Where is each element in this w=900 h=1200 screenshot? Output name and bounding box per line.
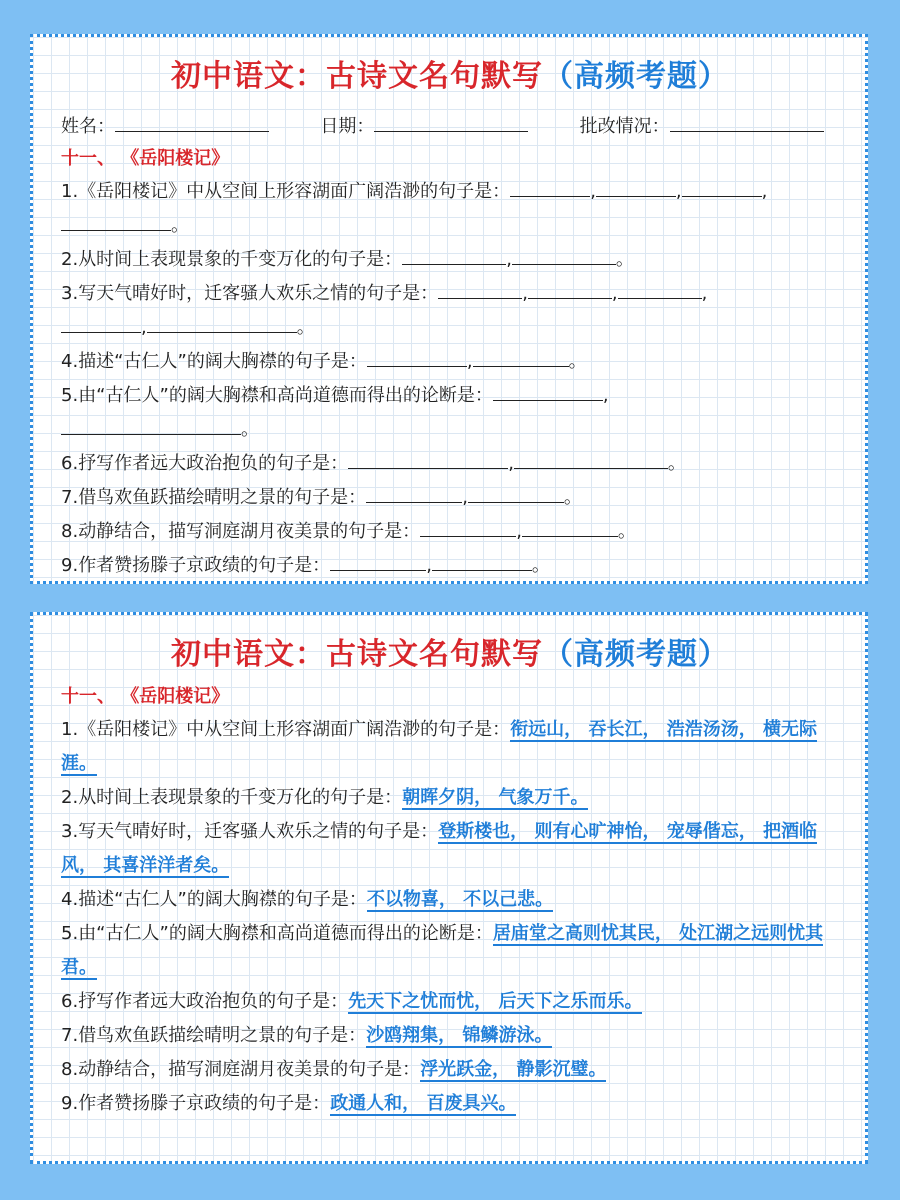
- question-6: 6.抒写作者远大政治抱负的句子是： , 。: [61, 447, 839, 481]
- worksheet-card: [30, 34, 868, 584]
- section-heading: 十一、 《岳阳楼记》: [61, 686, 230, 707]
- answer-blank[interactable]: [366, 484, 462, 503]
- question-3: 3.写天气晴好时，迁客骚人欢乐之情的句子是： , , , , 。: [61, 277, 839, 345]
- answer-item-6: 6.抒写作者远大政治抱负的句子是：先天下之忧而忧， 后天下之乐而乐。: [61, 991, 643, 1012]
- answer-blank[interactable]: [432, 552, 532, 571]
- answer-item-5: 5.由“古仁人”的阔大胸襟和高尚道德而得出的论断是：居庙堂之高则忧其民， 处江湖之远则忧其君。: [61, 923, 824, 978]
- answer-item-7: 7.借鸟欢鱼跃描绘晴明之景的句子是：沙鸥翔集， 锦鳞游泳。: [61, 1025, 553, 1046]
- answer-key-title: [61, 633, 839, 677]
- answer-text: 朝晖夕阴， 气象万千。: [402, 787, 589, 808]
- answer-blank[interactable]: [473, 348, 569, 367]
- answer-blank[interactable]: [522, 518, 618, 537]
- answer-blank[interactable]: [682, 178, 762, 197]
- answer-blank[interactable]: [512, 246, 616, 265]
- answer-blank[interactable]: [147, 314, 297, 333]
- meta-row: [61, 107, 839, 143]
- date-label: 日期：: [320, 116, 375, 137]
- question-9: 9.作者赞扬滕子京政绩的句子是： , 。: [61, 549, 839, 583]
- answer-text: 政通人和， 百废具兴。: [330, 1093, 517, 1114]
- answer-blank[interactable]: [420, 518, 516, 537]
- answer-item-9: 9.作者赞扬滕子京政绩的句子是：政通人和， 百废具兴。: [61, 1093, 517, 1114]
- question-5: 5.由“古仁人”的阔大胸襟和高尚道德而得出的论断是： , 。: [61, 379, 839, 447]
- review-field[interactable]: [580, 112, 839, 138]
- answer-blank[interactable]: [348, 450, 508, 469]
- question-4: 4.描述“古仁人”的阔大胸襟的句子是： , 。: [61, 345, 839, 379]
- answer-key-card: [30, 612, 868, 1164]
- question-1: 1.《岳阳楼记》中从空间上形容湖面广阔浩渺的句子是： , , , 。: [61, 175, 839, 243]
- name-label: 姓名：: [61, 116, 115, 137]
- title-tag: （高频考题）: [543, 59, 729, 94]
- title-main: 初中语文：古诗文名句默写: [171, 59, 543, 94]
- answer-item-2: 2.从时间上表现景象的千变万化的句子是：朝晖夕阴， 气象万千。: [61, 787, 589, 808]
- answer-text: 居庙堂之高则忧其民， 处江湖之远则忧其君。: [61, 923, 824, 978]
- review-label: 批改情况：: [579, 116, 670, 137]
- answer-text: 衔远山， 吞长江， 浩浩汤汤， 横无际涯。: [61, 719, 817, 774]
- answer-blank[interactable]: [493, 382, 603, 401]
- date-field[interactable]: [320, 112, 579, 138]
- answer-blank[interactable]: [61, 212, 171, 231]
- date-blank[interactable]: [374, 115, 528, 132]
- title-tag: （高频考题）: [543, 637, 729, 672]
- name-blank[interactable]: [115, 115, 269, 132]
- answer-blank[interactable]: [61, 314, 141, 333]
- answer-text: 登斯楼也， 则有心旷神怡， 宠辱偕忘， 把酒临风， 其喜洋洋者矣。: [61, 821, 817, 876]
- worksheet-title: [61, 55, 839, 99]
- answer-blank[interactable]: [402, 246, 506, 265]
- answer-blank[interactable]: [367, 348, 467, 367]
- answer-blank[interactable]: [514, 450, 668, 469]
- answer-blank[interactable]: [618, 280, 702, 299]
- name-field[interactable]: [61, 112, 320, 138]
- section-heading: 十一、 《岳阳楼记》: [61, 148, 230, 169]
- answer-blank[interactable]: [330, 552, 426, 571]
- answer-blank[interactable]: [510, 178, 590, 197]
- review-blank[interactable]: [670, 115, 824, 132]
- answer-text: 沙鸥翔集， 锦鳞游泳。: [366, 1025, 553, 1046]
- answer-blank[interactable]: [468, 484, 564, 503]
- answer-item-4: 4.描述“古仁人”的阔大胸襟的句子是：不以物喜， 不以己悲。: [61, 889, 554, 910]
- question-8: 8.动静结合，描写洞庭湖月夜美景的句子是： , 。: [61, 515, 839, 549]
- answer-blank[interactable]: [438, 280, 522, 299]
- answer-text: 不以物喜， 不以己悲。: [366, 889, 554, 910]
- answer-item-8: 8.动静结合，描写洞庭湖月夜美景的句子是：浮光跃金， 静影沉璧。: [61, 1059, 607, 1080]
- answer-blank[interactable]: [596, 178, 676, 197]
- answer-blank[interactable]: [528, 280, 612, 299]
- answer-text: 先天下之忧而忧， 后天下之乐而乐。: [348, 991, 643, 1012]
- answer-item-3: 3.写天气晴好时，迁客骚人欢乐之情的句子是：登斯楼也， 则有心旷神怡， 宠辱偕忘， 把酒临风， 其喜洋洋者矣。: [61, 821, 817, 876]
- question-7: 7.借鸟欢鱼跃描绘晴明之景的句子是： , 。: [61, 481, 839, 515]
- title-main: 初中语文：古诗文名句默写: [171, 637, 543, 672]
- answer-item-1: 1.《岳阳楼记》中从空间上形容湖面广阔浩渺的句子是：衔远山， 吞长江， 浩浩汤汤， 横无际涯。: [61, 719, 817, 774]
- question-2: 2.从时间上表现景象的千变万化的句子是： , 。: [61, 243, 839, 277]
- answer-blank[interactable]: [61, 416, 241, 435]
- answer-text: 浮光跃金， 静影沉璧。: [420, 1059, 607, 1080]
